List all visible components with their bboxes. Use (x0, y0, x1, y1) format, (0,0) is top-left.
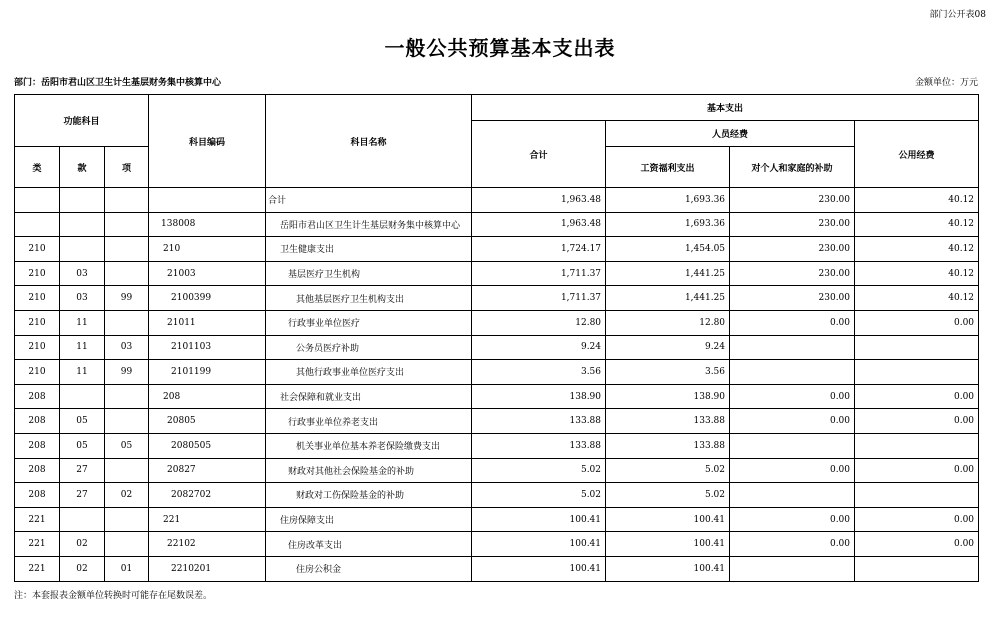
cell-subsidy: 0.00 (730, 458, 855, 483)
cell-xiang (105, 458, 149, 483)
table-row (15, 188, 979, 213)
header-kuan: 款 (60, 147, 105, 188)
cell-lei (15, 188, 60, 213)
cell-public: 0.00 (855, 458, 979, 483)
header-public: 公用经费 (855, 121, 979, 188)
cell-subsidy: 0.00 (730, 409, 855, 434)
cell-xiang (105, 212, 149, 237)
cell-code: 21003 (149, 261, 266, 286)
cell-total: 5.02 (472, 458, 606, 483)
cell-total: 100.41 (472, 532, 606, 557)
unit-label: 金额单位：万元 (914, 78, 978, 88)
cell-wage: 100.41 (606, 507, 730, 532)
cell-lei: 210 (15, 335, 60, 360)
cell-name: 其他行政事业单位医疗支出 (266, 360, 472, 385)
cell-name: 财政对其他社会保险基金的补助 (266, 458, 472, 483)
page-title: 一般公共预算基本支出表 (384, 36, 616, 60)
cell-lei: 210 (15, 261, 60, 286)
cell-total: 100.41 (472, 507, 606, 532)
cell-kuan: 02 (60, 556, 105, 581)
cell-public: 40.12 (855, 286, 979, 311)
cell-name: 住房改革支出 (266, 532, 472, 557)
cell-subsidy (730, 360, 855, 385)
cell-xiang (105, 507, 149, 532)
table-row (15, 483, 979, 508)
cell-xiang (105, 384, 149, 409)
cell-name: 社会保障和就业支出 (266, 384, 472, 409)
cell-public: 40.12 (855, 188, 979, 213)
cell-name: 财政对工伤保险基金的补助 (266, 483, 472, 508)
cell-total: 5.02 (472, 483, 606, 508)
cell-public (855, 556, 979, 581)
cell-wage: 1,441.25 (606, 261, 730, 286)
table-row (15, 212, 979, 237)
cell-lei: 208 (15, 483, 60, 508)
cell-kuan: 27 (60, 458, 105, 483)
cell-wage: 12.80 (606, 310, 730, 335)
table-row (15, 384, 979, 409)
cell-code: 22102 (149, 532, 266, 557)
header-xiang: 项 (105, 147, 149, 188)
cell-wage: 5.02 (606, 483, 730, 508)
cell-lei: 221 (15, 507, 60, 532)
table-row (15, 237, 979, 262)
cell-name: 行政事业单位养老支出 (266, 409, 472, 434)
cell-wage: 138.90 (606, 384, 730, 409)
cell-public: 40.12 (855, 261, 979, 286)
table-row (15, 409, 979, 434)
cell-subsidy: 0.00 (730, 310, 855, 335)
form-code: 部门公开表08 (929, 10, 986, 20)
cell-total: 138.90 (472, 384, 606, 409)
cell-code: 2082702 (149, 483, 266, 508)
cell-code: 208 (149, 384, 266, 409)
table-row (15, 458, 979, 483)
cell-kuan: 11 (60, 360, 105, 385)
header-basic: 基本支出 (472, 95, 979, 121)
cell-subsidy (730, 433, 855, 458)
cell-kuan: 11 (60, 310, 105, 335)
cell-subsidy: 230.00 (730, 237, 855, 262)
cell-lei: 208 (15, 433, 60, 458)
cell-code: 221 (149, 507, 266, 532)
cell-total: 1,711.37 (472, 286, 606, 311)
cell-name: 住房保障支出 (266, 507, 472, 532)
cell-public (855, 335, 979, 360)
header-total: 合计 (472, 121, 606, 188)
cell-wage: 100.41 (606, 556, 730, 581)
cell-total: 1,711.37 (472, 261, 606, 286)
cell-kuan (60, 188, 105, 213)
cell-lei: 210 (15, 286, 60, 311)
cell-xiang: 99 (105, 286, 149, 311)
cell-subsidy: 0.00 (730, 384, 855, 409)
cell-total: 133.88 (472, 409, 606, 434)
cell-kuan: 03 (60, 286, 105, 311)
cell-public: 0.00 (855, 310, 979, 335)
cell-wage: 1,441.25 (606, 286, 730, 311)
cell-code: 138008 (149, 212, 266, 237)
cell-code (149, 188, 266, 213)
cell-xiang (105, 532, 149, 557)
cell-lei: 210 (15, 237, 60, 262)
cell-public: 40.12 (855, 212, 979, 237)
cell-subsidy: 0.00 (730, 507, 855, 532)
cell-public (855, 433, 979, 458)
cell-name: 住房公积金 (266, 556, 472, 581)
cell-wage: 9.24 (606, 335, 730, 360)
cell-kuan (60, 237, 105, 262)
table-row (15, 261, 979, 286)
cell-total: 100.41 (472, 556, 606, 581)
cell-code: 2080505 (149, 433, 266, 458)
cell-subsidy (730, 483, 855, 508)
cell-kuan: 05 (60, 433, 105, 458)
cell-public (855, 483, 979, 508)
cell-wage: 3.56 (606, 360, 730, 385)
cell-wage: 100.41 (606, 532, 730, 557)
cell-total: 1,963.48 (472, 188, 606, 213)
cell-code: 21011 (149, 310, 266, 335)
cell-name: 公务员医疗补助 (266, 335, 472, 360)
cell-xiang (105, 409, 149, 434)
cell-kuan: 05 (60, 409, 105, 434)
cell-xiang (105, 188, 149, 213)
cell-lei: 208 (15, 409, 60, 434)
cell-lei: 221 (15, 532, 60, 557)
cell-code: 2210201 (149, 556, 266, 581)
header-name: 科目名称 (266, 95, 472, 188)
cell-kuan: 03 (60, 261, 105, 286)
cell-subsidy: 230.00 (730, 261, 855, 286)
cell-name: 合计 (266, 188, 472, 213)
cell-total: 1,963.48 (472, 212, 606, 237)
department-label: 部门：岳阳市君山区卫生计生基层财务集中核算中心 (14, 78, 222, 88)
cell-total: 1,724.17 (472, 237, 606, 262)
cell-subsidy: 230.00 (730, 286, 855, 311)
cell-code: 210 (149, 237, 266, 262)
cell-xiang (105, 237, 149, 262)
cell-lei: 208 (15, 384, 60, 409)
cell-wage: 1,693.36 (606, 188, 730, 213)
cell-xiang: 99 (105, 360, 149, 385)
header-wage: 工资福利支出 (606, 147, 730, 188)
footnote: 注：本套报表金额单位转换时可能存在尾数误差。 (14, 591, 213, 601)
cell-code: 2101199 (149, 360, 266, 385)
cell-xiang (105, 261, 149, 286)
cell-kuan (60, 384, 105, 409)
cell-lei: 210 (15, 360, 60, 385)
header-func: 功能科目 (15, 95, 149, 147)
cell-public: 0.00 (855, 507, 979, 532)
cell-kuan (60, 507, 105, 532)
cell-subsidy (730, 556, 855, 581)
cell-public: 0.00 (855, 409, 979, 434)
cell-name: 其他基层医疗卫生机构支出 (266, 286, 472, 311)
header-code: 科目编码 (149, 95, 266, 188)
cell-public (855, 360, 979, 385)
cell-code: 2100399 (149, 286, 266, 311)
cell-wage: 133.88 (606, 409, 730, 434)
cell-kuan (60, 212, 105, 237)
cell-kuan: 02 (60, 532, 105, 557)
cell-public: 0.00 (855, 384, 979, 409)
cell-total: 9.24 (472, 335, 606, 360)
cell-total: 133.88 (472, 433, 606, 458)
table-row (15, 360, 979, 385)
cell-code: 2101103 (149, 335, 266, 360)
table-row (15, 335, 979, 360)
cell-total: 3.56 (472, 360, 606, 385)
budget-table (14, 94, 979, 582)
cell-wage: 5.02 (606, 458, 730, 483)
cell-subsidy (730, 335, 855, 360)
cell-total: 12.80 (472, 310, 606, 335)
cell-lei (15, 212, 60, 237)
table-row (15, 310, 979, 335)
cell-wage: 1,693.36 (606, 212, 730, 237)
cell-xiang (105, 310, 149, 335)
cell-kuan: 27 (60, 483, 105, 508)
cell-code: 20827 (149, 458, 266, 483)
cell-xiang: 01 (105, 556, 149, 581)
header-personnel: 人员经费 (606, 121, 855, 147)
table-row (15, 556, 979, 581)
table-row (15, 507, 979, 532)
cell-wage: 133.88 (606, 433, 730, 458)
table-row (15, 532, 979, 557)
cell-code: 20805 (149, 409, 266, 434)
cell-name: 行政事业单位医疗 (266, 310, 472, 335)
cell-lei: 210 (15, 310, 60, 335)
table-row (15, 433, 979, 458)
cell-xiang: 02 (105, 483, 149, 508)
cell-lei: 221 (15, 556, 60, 581)
cell-public: 40.12 (855, 237, 979, 262)
cell-public: 0.00 (855, 532, 979, 557)
cell-subsidy: 0.00 (730, 532, 855, 557)
header-subsidy: 对个人和家庭的补助 (730, 147, 855, 188)
cell-subsidy: 230.00 (730, 212, 855, 237)
cell-kuan: 11 (60, 335, 105, 360)
cell-lei: 208 (15, 458, 60, 483)
cell-name: 岳阳市君山区卫生计生基层财务集中核算中心 (266, 212, 472, 237)
cell-xiang: 05 (105, 433, 149, 458)
cell-wage: 1,454.05 (606, 237, 730, 262)
cell-name: 机关事业单位基本养老保险缴费支出 (266, 433, 472, 458)
cell-subsidy: 230.00 (730, 188, 855, 213)
header-lei: 类 (15, 147, 60, 188)
cell-name: 基层医疗卫生机构 (266, 261, 472, 286)
cell-xiang: 03 (105, 335, 149, 360)
cell-name: 卫生健康支出 (266, 237, 472, 262)
table-row (15, 286, 979, 311)
